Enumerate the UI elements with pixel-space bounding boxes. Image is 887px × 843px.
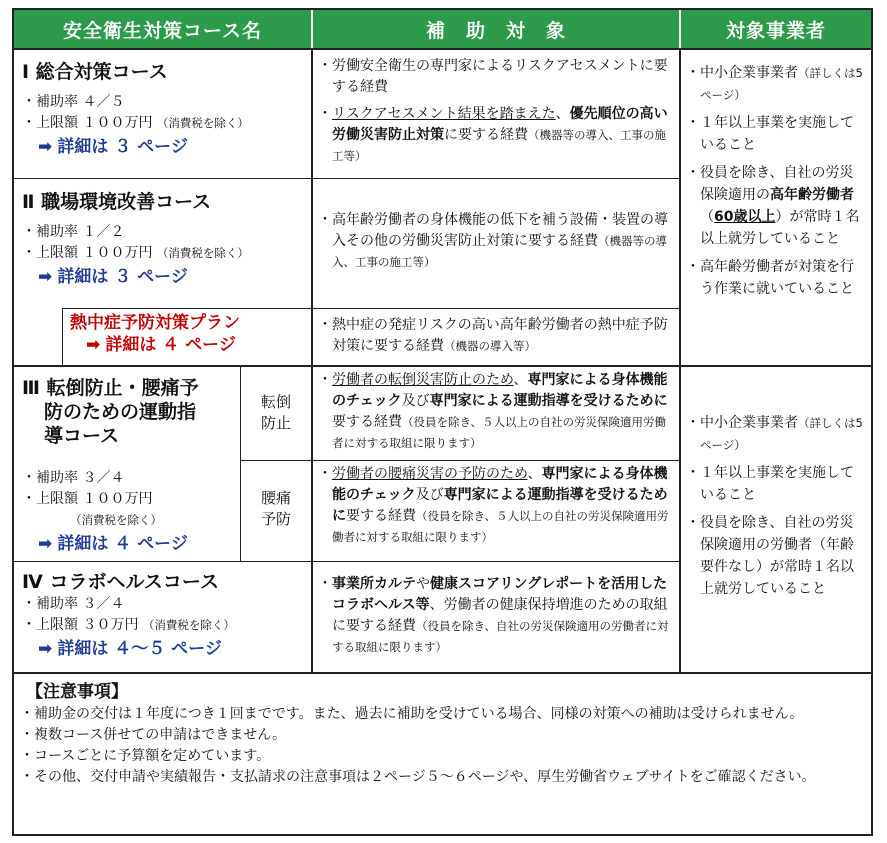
course-1-detail-link[interactable]: 詳細は ３ ページ [57, 137, 188, 157]
course-1 [22, 60, 308, 158]
header-target-label: 補 助 対 象 [425, 19, 566, 42]
course-3-rate: ・補助率 ３／４ [22, 470, 125, 486]
course-2-targets [320, 210, 675, 273]
header-eligible-label: 対象事業者 [725, 19, 826, 42]
course-3-title-line: Ⅲ 転倒防止・腰痛予 [22, 377, 199, 399]
note-item: ・その他、交付申請や実績報告・支払請求の注意事項は２ページ５～６ページや、厚生労働省ウェブサイトをご確認ください。 [20, 769, 816, 785]
course-1-rate: ・補助率 ４／５ [22, 94, 125, 110]
sub-label-back: 腰痛 予防 [260, 489, 291, 528]
course-3 [22, 376, 238, 448]
header-eligible [681, 10, 871, 48]
course-1-target-item: ・ リスクアセスメント結果を踏まえた、優先順位の高い労働災害防止対策に要する経費（機器等の導入、工事の施工等） [320, 104, 675, 167]
course-4-rate: ・補助率 ３／４ [22, 596, 125, 612]
eligible-item: ・ 中小企業事業者（詳しくは5ページ） [688, 62, 866, 106]
course-1-limit-row [22, 113, 308, 134]
header-target [313, 10, 679, 48]
course-4-limit-row [22, 615, 308, 636]
course-3-detail-link[interactable]: 詳細は ４ ページ [57, 534, 188, 554]
eligible-block-2 [688, 412, 866, 600]
course-1-limit: ・上限額 １００万円 [22, 115, 153, 131]
course-1-targets [320, 56, 675, 167]
notes-title: 【注意事項】 [26, 682, 128, 702]
course-4-target-item: ・ 事業所カルテや健康スコアリングレポートを活用したコラボヘルス等、労働者の健康保持増進のための取組に要する経費（役員を除き、自社の労災保険適用の労働者に対する取組に限ります） [320, 574, 675, 658]
course-2-rate: ・補助率 １／２ [22, 224, 125, 240]
header-course [14, 10, 311, 48]
heatstroke-plan-title: 熱中症予防対策プラン [70, 313, 240, 333]
course-3-tax: （消費税を除く） [70, 513, 162, 527]
sub-label-fall: 転倒 防止 [260, 393, 291, 432]
course-3-target-item: ・ 労働者の転倒災害防止のため、専門家による身体機能のチェック及び専門家による運動指導を受けるために要する経費（役員を除き、５人以上の自社の労災保険適用労働者に対する取組に限ります） [320, 370, 675, 454]
heatstroke-plan-detail-link[interactable]: 詳細は ４ ページ [105, 335, 236, 355]
course-2-title: Ⅱ 職場環境改善コース [22, 191, 212, 213]
arrow-right-icon: ➡ [38, 534, 53, 554]
course-1-detail[interactable] [22, 136, 308, 158]
arrow-right-icon: ➡ [38, 639, 53, 659]
note-item: ・補助金の交付は１年度につき１回までです。また、過去に補助を受けている場合、同様の対策への補助は受けられません。 [20, 706, 804, 722]
arrow-right-icon: ➡ [86, 335, 101, 355]
course-4-detail[interactable] [22, 638, 308, 660]
course-3-target-item: ・ 労働者の腰痛災害の予防のため、専門家による身体機能のチェック及び専門家による運動指導を受けるために要する経費（役員を除き、５人以上の自社の労災保険適用労働者に対する取組に限ります） [320, 464, 675, 548]
heatstroke-targets [320, 315, 675, 357]
course-3-detail[interactable] [22, 533, 308, 555]
course-4 [22, 570, 308, 660]
course-1-tax: （消費税を除く） [156, 116, 249, 130]
eligible-item: ・ 役員を除き、自社の労災保険適用の高年齢労働者（60歳以上）が常時１名以上就労していること [688, 162, 866, 250]
arrow-right-icon: ➡ [38, 137, 53, 157]
course-3-limit: ・上限額 １００万円 [22, 491, 153, 507]
course-4-tax: （消費税を除く） [142, 618, 235, 632]
eligible-item: ・ １年以上事業を実施していること [688, 112, 866, 156]
eligible-block-1 [688, 62, 866, 300]
course-3-back-targets [320, 464, 675, 548]
arrow-right-icon: ➡ [38, 267, 53, 287]
eligible-item: ・ 中小企業事業者（詳しくは5ページ） [688, 412, 866, 456]
course-4-limit: ・上限額 ３０万円 [22, 617, 139, 633]
course-2-detail[interactable] [22, 266, 308, 288]
header-course-label: 安全衛生対策コース名 [62, 19, 263, 42]
course-1-title: Ⅰ 総合対策コース [22, 61, 168, 83]
course-4-targets [320, 574, 675, 658]
course-2-tax: （消費税を除く） [156, 246, 249, 260]
course-4-detail-link[interactable]: 詳細は ４～５ ページ [57, 639, 222, 659]
note-item: ・複数コース併せての申請はできません。 [20, 727, 287, 743]
course-3-fall-targets [320, 370, 675, 454]
heatstroke-target-item: ・ 熱中症の発症リスクの高い高年齢労働者の熱中症予防対策に要する経費（機器の導入等） [320, 315, 675, 357]
eligible-item: ・ 役員を除き、自社の労災保険適用の労働者（年齢要件なし）が常時１名以上就労していること [688, 512, 866, 600]
course-2-limit-row [22, 243, 308, 264]
course-4-title: Ⅳ コラボヘルスコース [22, 571, 219, 593]
course-2 [22, 190, 308, 288]
course-3-title-line: 防のための運動指 [44, 401, 197, 423]
note-item: ・コースごとに予算額を定めています。 [20, 748, 271, 764]
course-2-target-item: ・ 高年齢労働者の身体機能の低下を補う設備・装置の導入その他の労働災害防止対策に要する経費（機器等の導入、工事の施工等） [320, 210, 675, 273]
heatstroke-plan-detail[interactable] [70, 334, 308, 356]
course-1-target-item: ・ 労働安全衛生の専門家によるリスクアセスメントに要する経費 [320, 56, 675, 98]
heatstroke-plan [70, 312, 308, 356]
course-2-limit: ・上限額 １００万円 [22, 245, 153, 261]
course-3-title-line: 導コース [44, 425, 120, 447]
notes [20, 680, 868, 788]
eligible-item: ・ 高年齢労働者が対策を行う作業に就いていること [688, 256, 866, 300]
course-2-detail-link[interactable]: 詳細は ３ ページ [57, 267, 188, 287]
eligible-item: ・ １年以上事業を実施していること [688, 462, 866, 506]
